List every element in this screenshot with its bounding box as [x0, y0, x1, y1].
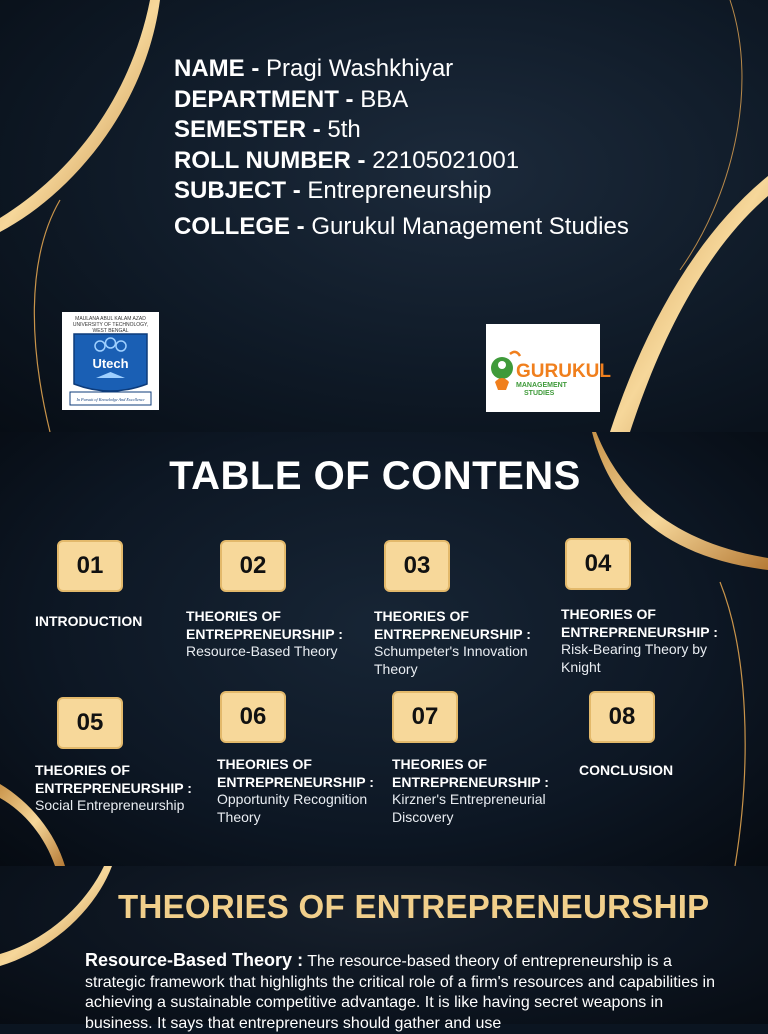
toc-number-03: 03	[384, 540, 450, 592]
toc-number-01: 01	[57, 540, 123, 592]
toc-number-06: 06	[220, 691, 286, 743]
roll-number-row: ROLL NUMBER - 22105021001	[174, 146, 520, 174]
toc-item-05: THEORIES OF ENTREPRENEURSHIP : Social Entrepreneurship	[35, 762, 192, 813]
utech-line2: UNIVERSITY OF TECHNOLOGY,	[72, 322, 149, 328]
gurukul-sub2: STUDIES	[524, 390, 555, 397]
utech-line3: WEST BENGAL	[92, 328, 129, 334]
toc-item-07: THEORIES OF ENTREPRENEURSHIP : Kirzner's Entrepreneurial Discovery	[392, 756, 549, 825]
theory-term: Resource-Based Theory :	[85, 950, 304, 970]
theories-slide	[0, 866, 768, 1032]
toc-number-04: 04	[565, 538, 631, 590]
cover-slide	[0, 0, 768, 432]
theories-title: THEORIES OF ENTREPRENEURSHIP	[118, 888, 710, 925]
toc-number-02: 02	[220, 540, 286, 592]
toc-item-08: CONCLUSION	[579, 762, 674, 778]
toc-item-04: THEORIES OF ENTREPRENEURSHIP : Risk-Bearing Theory by Knight	[561, 606, 718, 675]
gurukul-sub1: MANAGEMENT	[516, 382, 567, 389]
semester-row: SEMESTER - 5th	[174, 116, 361, 143]
utech-motto: In Pursuit of Knowledge And Excellence	[76, 397, 145, 402]
toc-number-05: 05	[57, 697, 123, 749]
toc-item-06: THEORIES OF ENTREPRENEURSHIP : Opportunity Recognition Theory	[217, 756, 374, 825]
college-row: COLLEGE - Gurukul Management Studies	[174, 212, 629, 240]
toc-item-02: THEORIES OF ENTREPRENEURSHIP : Resource-Based Theory	[186, 608, 343, 659]
utech-logo	[62, 312, 159, 410]
gurukul-name: GURUKUL	[516, 361, 611, 382]
theory-body: The resource-based theory of entrepreneurship is a strategic framework that highlights the critical role of a firm's resources and capabilities in achieving a sustainable competitive advantage. It is like having secret weapons in business. It says that entrepreneurs should gather and use	[85, 953, 715, 1032]
name-row: NAME - Pragi Washkhiyar	[174, 55, 454, 82]
toc-number-08: 08	[589, 691, 655, 743]
subject-row: SUBJECT - Entrepreneurship	[174, 177, 492, 204]
toc-item-01: INTRODUCTION	[35, 613, 143, 629]
toc-slide	[0, 432, 768, 866]
utech-name: Utech	[92, 356, 129, 371]
department-row: DEPARTMENT - BBA	[174, 85, 409, 113]
resource-based-paragraph	[85, 950, 725, 1034]
student-info	[174, 54, 629, 242]
toc-title: TABLE OF CONTENS	[169, 454, 581, 498]
utech-line1: MAULANA ABUL KALAM AZAD	[75, 316, 146, 322]
toc-number-07: 07	[392, 691, 458, 743]
gurukul-logo	[486, 324, 611, 412]
toc-item-03: THEORIES OF ENTREPRENEURSHIP : Schumpeter's Innovation Theory	[374, 608, 531, 677]
